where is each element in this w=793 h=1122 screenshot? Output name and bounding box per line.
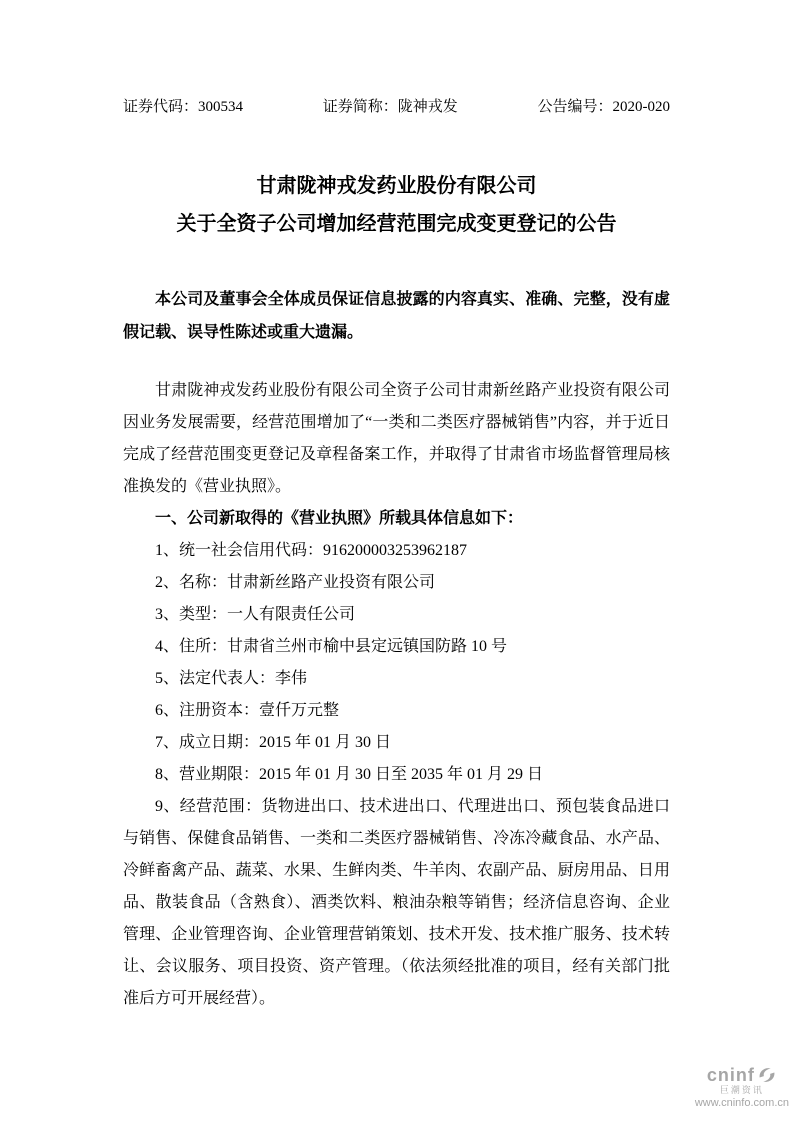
stock-code: 证券代码：300534 xyxy=(123,99,244,115)
license-item-company-name: 2、名称：甘肃新丝路产业投资有限公司 xyxy=(155,574,436,591)
announcement-number: 公告编号：2020-020 xyxy=(537,99,670,115)
announcement-subject-title: 关于全资子公司增加经营范围完成变更登记的公告 xyxy=(176,213,617,235)
license-item-establishment-date: 7、成立日期：2015 年 01 月 30 日 xyxy=(155,734,392,751)
stock-abbreviation: 证券简称：陇神戎发 xyxy=(322,99,458,115)
license-item-business-term: 8、营业期限：2015 年 01 月 30 日至 2035 年 01 月 29 日 xyxy=(155,766,544,783)
disclaimer-statement: 本公司及董事会全体成员保证信息披露的内容真实、准确、完整，没有虚假记载、误导性陈述或重大遗漏。 xyxy=(123,291,670,341)
license-item-credit-code: 1、统一社会信用代码：916200003253962187 xyxy=(155,542,468,559)
cninfo-logo-url: www.cninfo.com.cn xyxy=(694,1097,789,1109)
license-item-legal-representative: 5、法定代表人：李伟 xyxy=(155,670,308,687)
cninfo-logo xyxy=(695,1066,789,1110)
license-item-business-scope: 9、经营范围：货物进出口、技术进出口、代理进出口、预包装食品进口与销售、保健食品销售、一类和二类医疗器械销售、冷冻冷藏食品、水产品、冷鲜畜禽产品、蔬菜、水果、生鲜肉类、牛羊肉、农副产品、厨房用品、日用品、散装食品（含熟食）、酒类饮料、粮油杂粮等销售；经济信息咨询、企业管理、企业管理咨询、企业管理营销策划、技术开发、技术推广服务、技术转让、会议服务、项目投资、资产管理。（依法须经批准的项目，经有关部门批准后方可开展经营）。 xyxy=(123,798,670,1007)
section-heading: 一、公司新取得的《营业执照》所载具体信息如下： xyxy=(155,510,524,527)
cninfo-logo-name: 巨潮资讯 xyxy=(719,1085,764,1095)
cninfo-logo-row xyxy=(707,1066,777,1084)
intro-paragraph: 甘肃陇神戎发药业股份有限公司全资子公司甘肃新丝路产业投资有限公司因业务发展需要，经营范围增加了“一类和二类医疗器械销售”内容，并于近日完成了经营范围变更登记及章程备案工作，并取得了甘肃省市场监督管理局核准换发的《营业执照》。 xyxy=(123,382,670,495)
license-item-registered-capital: 6、注册资本：壹仟万元整 xyxy=(155,702,340,719)
cninfo-swirl-icon xyxy=(757,1066,777,1084)
company-name-title: 甘肃陇神戎发药业股份有限公司 xyxy=(256,175,537,197)
license-item-company-type: 3、类型：一人有限责任公司 xyxy=(155,606,356,623)
document-header xyxy=(123,97,670,117)
cninfo-logo-text: cninf xyxy=(706,1065,755,1085)
license-item-address: 4、住所：甘肃省兰州市榆中县定远镇国防路 10 号 xyxy=(155,638,508,655)
